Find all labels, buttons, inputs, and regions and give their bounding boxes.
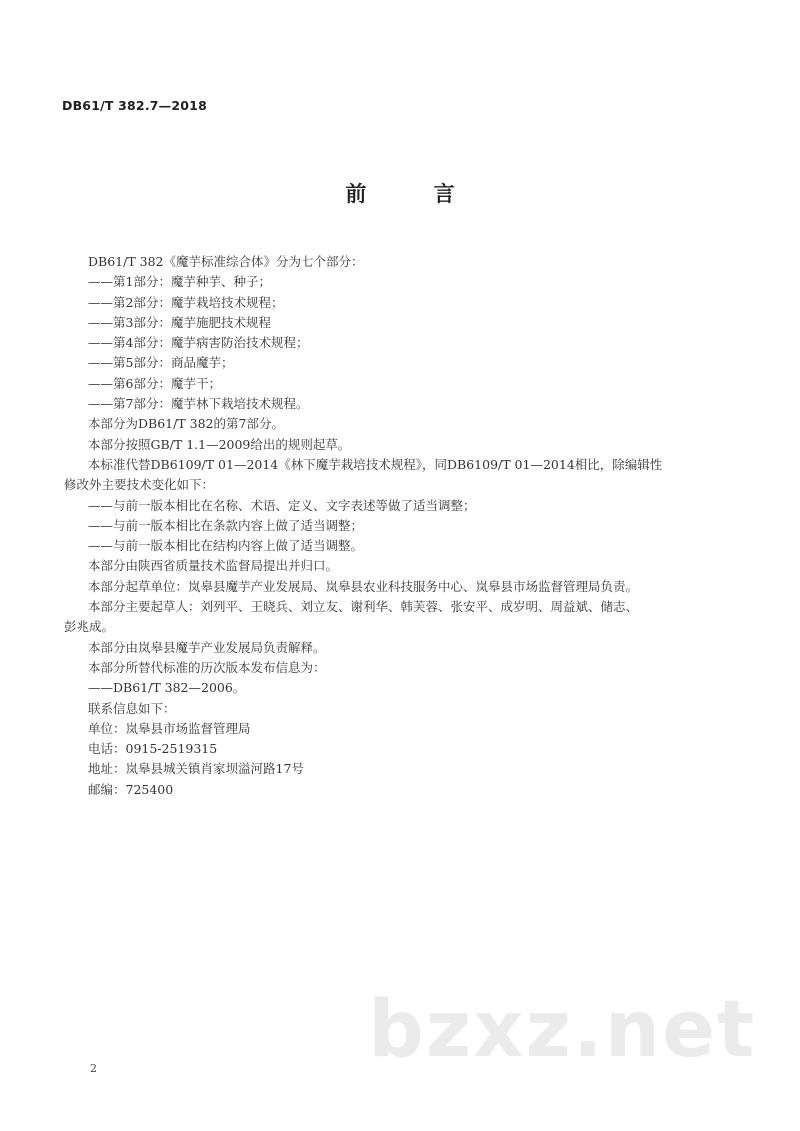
document-code: DB61/T 382.7—2018 <box>62 98 207 113</box>
body-line: ——第6部分：魔芋干； <box>88 375 221 391</box>
body-line: ——与前一版本相比在结构内容上做了适当调整。 <box>88 538 364 554</box>
document-body <box>64 252 728 800</box>
body-line: ——第7部分：魔芋林下栽培技术规程。 <box>88 396 309 412</box>
body-line: ——第1部分：魔芋种芋、种子； <box>88 274 271 290</box>
body-line: 单位：岚皋县市场监督管理局 <box>88 720 251 736</box>
body-line: ——第5部分：商品魔芋； <box>88 355 234 371</box>
body-line: 本部分所替代标准的历次版本发布信息为： <box>88 659 326 675</box>
body-line: 本部分由陕西省质量技术监督局提出并归口。 <box>88 558 339 574</box>
body-line: ——第4部分：魔芋病害防治技术规程； <box>88 335 309 351</box>
body-line: ——与前一版本相比在条款内容上做了适当调整； <box>88 517 364 533</box>
body-line: DB61/T 382《魔芋标准综合体》分为七个部分： <box>88 254 364 269</box>
body-line: 本部分按照GB/T 1.1—2009给出的规则起草。 <box>88 436 351 452</box>
page-title: 前 言 <box>345 182 485 206</box>
body-line: 本部分起草单位：岚皋县魔芋产业发展局、岚皋县农业科技服务中心、岚皋县市场监督管理局负责。 <box>88 578 639 594</box>
body-line: 电话：0915-2519315 <box>88 741 218 757</box>
body-line: ——与前一版本相比在名称、术语、定义、文字表述等做了适当调整； <box>88 497 476 513</box>
body-line: ——DB61/T 382—2006。 <box>88 680 246 696</box>
body-line: 本部分由岚皋县魔芋产业发展局负责解释。 <box>88 639 326 655</box>
body-line: 本部分主要起草人：刘列平、王晓兵、刘立友、谢利华、韩芙蓉、张安平、成岁明、周益斌、储志、 <box>88 599 639 615</box>
body-line: ——第2部分：魔芋栽培技术规程； <box>88 294 284 310</box>
body-line: 本部分为DB61/T 382的第7部分。 <box>88 416 284 432</box>
body-line: ——第3部分：魔芋施肥技术规程 <box>88 314 271 330</box>
body-line: 联系信息如下： <box>88 700 176 716</box>
body-line: 修改外主要技术变化如下： <box>64 477 215 493</box>
body-line: 邮编：725400 <box>88 781 174 797</box>
body-line: 本标准代替DB6109/T 01—2014《林下魔芋栽培技术规程》，同DB6109/T 01—2014相比，除编辑性 <box>88 456 663 472</box>
body-line: 彭兆成。 <box>64 619 115 635</box>
page-number: 2 <box>90 1062 97 1075</box>
body-line: 地址：岚皋县城关镇肖家坝溢河路17号 <box>88 761 304 777</box>
watermark-text: bzxz.net <box>368 985 757 1075</box>
